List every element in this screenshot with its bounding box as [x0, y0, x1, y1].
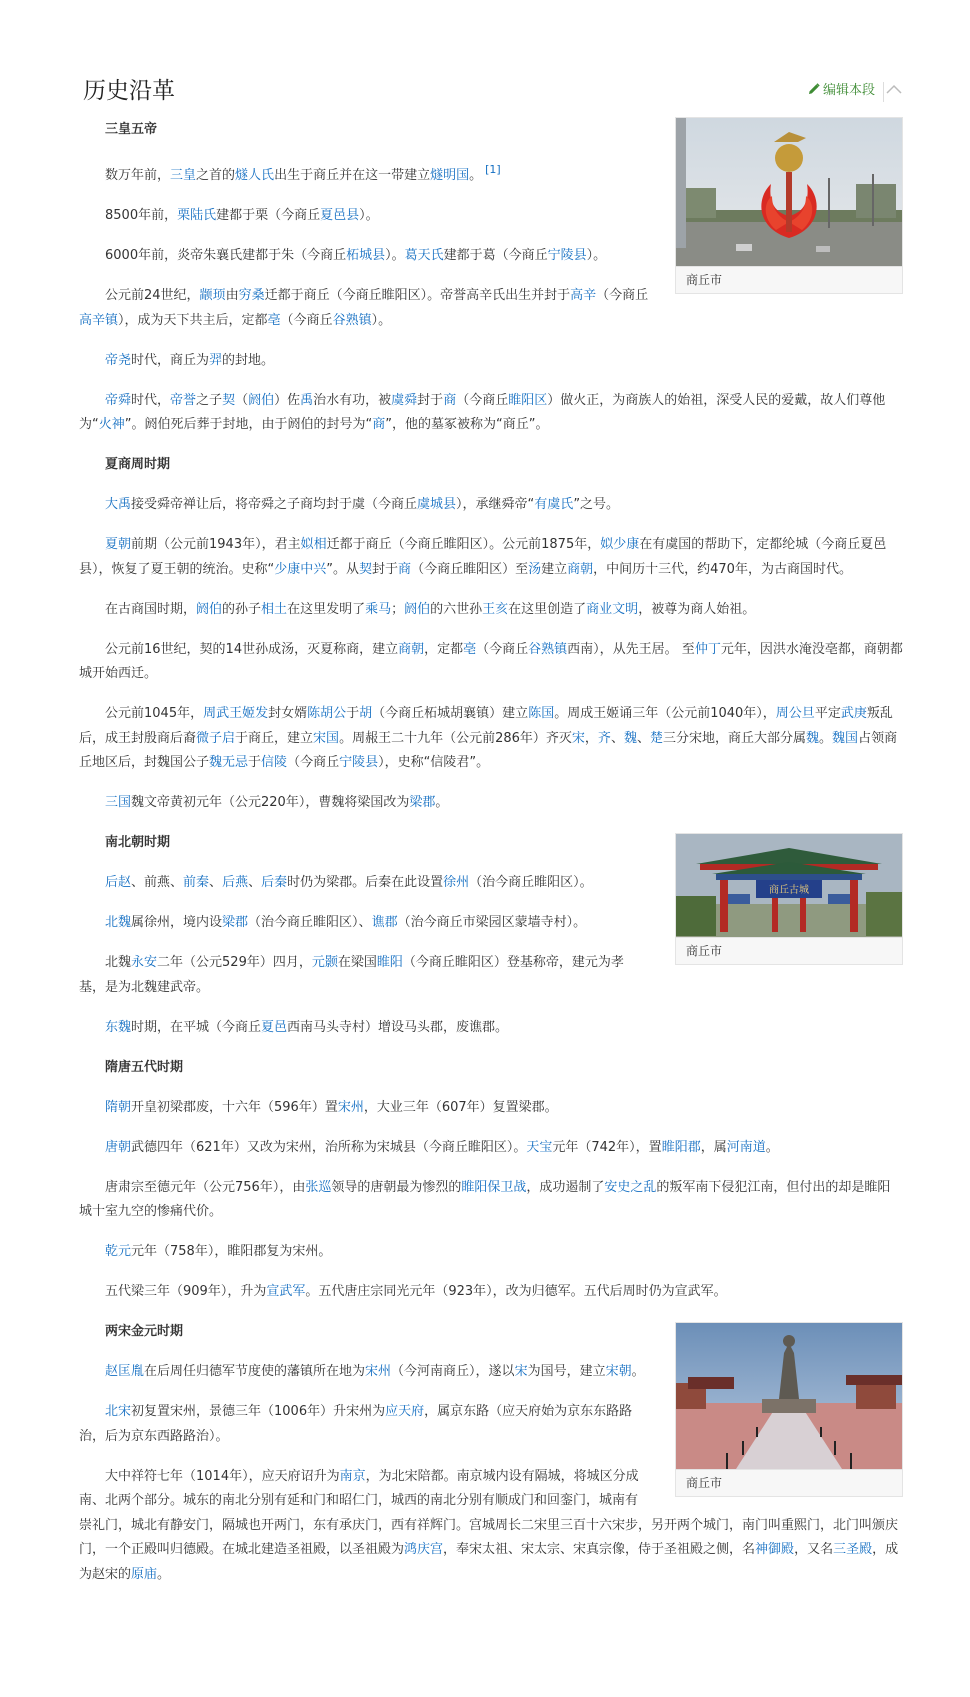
paragraph-text: 元年（742年），置 — [552, 1139, 662, 1155]
term-link[interactable]: 商朝 — [567, 561, 594, 577]
term-link[interactable]: 微子启 — [196, 730, 236, 746]
term-link[interactable]: 帝誉 — [170, 392, 197, 408]
term-link[interactable]: 夏邑 — [261, 1019, 288, 1035]
paragraph-text: 于商丘，建立 — [235, 730, 314, 746]
term-link[interactable]: 亳 — [463, 641, 477, 657]
paragraph — [79, 638, 903, 687]
figure-caption: 商丘市 — [676, 1469, 902, 1496]
term-link[interactable]: 北宋 — [105, 1404, 132, 1419]
term-link[interactable]: 三圣殿 — [833, 1542, 873, 1557]
paragraph-text: ； — [391, 601, 405, 617]
paragraph-text: ）。 — [586, 248, 607, 263]
term-link[interactable]: 徐州 — [443, 875, 470, 890]
term-link[interactable]: 夏朝 — [105, 537, 132, 552]
paragraph-text: 的六世孙 — [430, 601, 483, 617]
term-link[interactable]: 商 — [443, 392, 457, 408]
paragraph-text: 封于 — [417, 392, 444, 408]
paragraph-text: 在梁国 — [337, 955, 377, 970]
paragraph — [79, 533, 903, 582]
paragraph-text: 封于 — [372, 561, 399, 577]
term-link[interactable]: 信陵 — [261, 755, 288, 770]
term-link[interactable]: 虞舜 — [391, 392, 418, 408]
term-link[interactable]: 亳 — [267, 312, 281, 328]
paragraph-text: 大中祥符七年（1014年），应天府诏升为 — [105, 1468, 340, 1484]
paragraph — [79, 1096, 903, 1121]
paragraph-text: ），成为天下共主后，定都 — [118, 312, 268, 328]
term-link[interactable]: 乘马 — [365, 601, 392, 617]
paragraph-text: 前期（公元前1943年），君主 — [131, 537, 301, 552]
term-link[interactable]: 商业文明 — [586, 601, 639, 617]
paragraph-text: （今商丘 — [456, 392, 509, 408]
term-link[interactable]: 商朝 — [398, 641, 425, 657]
term-link[interactable]: 天宝 — [526, 1139, 553, 1155]
paragraph-text: 。 — [631, 1364, 645, 1379]
paragraph-text: 。周赧王二十九年（公元前286年）齐灭 — [339, 730, 572, 746]
term-link[interactable]: 宋 — [571, 730, 585, 746]
paragraph-text: （治今商丘睢阳区）、 — [248, 915, 372, 930]
term-link[interactable]: 谯郡 — [371, 915, 398, 930]
paragraph-text: ，定都 — [424, 641, 464, 657]
paragraph — [79, 349, 903, 374]
paragraph-text: 公元前24世纪， — [105, 288, 200, 303]
paragraph-text: 。 — [435, 795, 449, 810]
paragraph-text: 属徐州，境内设 — [131, 915, 223, 930]
paragraph — [79, 1016, 903, 1041]
term-link[interactable]: 宁陵县 — [339, 755, 379, 770]
term-link[interactable]: 阏伯 — [196, 601, 223, 617]
figure-image[interactable] — [676, 1323, 902, 1469]
paragraph-text: ，为北宋陪都。南京城内设有隔城，将城区分成南、北两个部分。城东的南北分别有延和门和昭仁门，城西的南北分别有顺成门和回銮门，城南有崇礼门，城北有静安门，隔城也开两门，东有承庆门，西有祥辉门。宫城周长二宋里三百十六宋步，另开两个城门，南门叫重熙门，北门叫颁庆门，一个正殿叫归德殿。在城北建造圣祖殿，以圣祖殿为 — [79, 1468, 899, 1557]
paragraph-text: 占领商丘地区后，封魏国公子 — [79, 730, 898, 770]
term-link[interactable]: 周武王姬发 — [203, 706, 269, 721]
term-link[interactable]: 帝舜 — [105, 392, 132, 408]
figure-1[interactable] — [675, 117, 903, 294]
paragraph-text: 的封地。 — [222, 352, 275, 368]
paragraph-text: 。 — [157, 1566, 171, 1582]
term-link[interactable]: 商 — [398, 561, 412, 577]
paragraph-text: 元年，因洪水淹没亳都，商朝都城开始西迁。 — [79, 641, 903, 681]
paragraph-text: ”，他的墓冢被称为“商丘”。 — [385, 417, 549, 432]
term-link[interactable]: 夏邑县 — [320, 208, 360, 223]
term-link[interactable]: 睢阳郡 — [661, 1139, 701, 1155]
term-link[interactable]: 魏国 — [832, 730, 859, 746]
term-link[interactable]: 魏 — [623, 730, 637, 746]
paragraph-text: （今商丘 — [476, 641, 529, 657]
paragraph-text: 魏文帝黄初元年（公元220年），曹魏将梁国改为 — [131, 795, 410, 810]
paragraph-text: 北魏 — [105, 955, 132, 970]
paragraph-text: 封女婿 — [268, 706, 308, 721]
pencil-icon — [808, 83, 820, 95]
paragraph-text: ，成功遏制了 — [526, 1179, 605, 1195]
figure-caption: 商丘市 — [676, 266, 902, 293]
term-link[interactable]: 三国 — [105, 795, 132, 810]
term-link[interactable]: 相土 — [261, 601, 288, 617]
paragraph-text: ）。 — [371, 312, 392, 328]
term-link[interactable]: 谷熟镇 — [332, 312, 372, 328]
paragraph-text: ，成为赵宋的 — [79, 1542, 899, 1582]
term-link[interactable]: 张巡 — [305, 1179, 332, 1195]
paragraph-text: （治今商丘市梁园区蒙墙寺村）。 — [397, 915, 587, 930]
term-link[interactable]: 隋朝 — [105, 1099, 132, 1115]
term-link[interactable]: 魏 — [806, 730, 820, 746]
paragraph-text: 公元前1045年， — [105, 706, 204, 721]
paragraph-text: ）。 — [385, 248, 405, 263]
paragraph-text: 平定 — [814, 706, 841, 721]
paragraph-text: 8500年前， — [105, 208, 178, 223]
paragraph-text: 为国号，建立 — [527, 1364, 606, 1379]
paragraph-text: ，属京东路（应天府始为京东东路路治，后为京东西路路治）。 — [79, 1404, 633, 1444]
figure-image[interactable] — [676, 834, 902, 937]
paragraph-text: 在古商国时期， — [105, 601, 197, 617]
edit-section-button[interactable] — [808, 82, 875, 100]
term-link[interactable]: 陈胡公 — [307, 706, 347, 721]
term-link[interactable]: 帝尧 — [105, 352, 132, 368]
term-link[interactable]: 穷桑 — [238, 288, 265, 303]
paragraph-text: 迁都于商丘（今商丘睢阳区）。公元前1875年， — [326, 537, 601, 552]
gate-sign-text: 商丘古城 — [769, 885, 809, 896]
term-link[interactable]: 梁郡 — [409, 795, 436, 810]
term-link[interactable]: 胡 — [359, 706, 373, 721]
term-link[interactable]: 梁郡 — [222, 915, 249, 930]
paragraph-text: 建都于栗（今商丘 — [216, 208, 321, 223]
term-link[interactable]: 王亥 — [482, 601, 509, 617]
term-link[interactable]: 燧明国 — [430, 168, 470, 183]
term-link[interactable]: 禹 — [300, 392, 314, 408]
paragraph-text: 迁都于商丘（今商丘睢阳区）。帝誉高辛氏出生并封于 — [264, 288, 571, 303]
term-link[interactable]: 后秦 — [261, 875, 288, 890]
paragraph-text: ，大业三年（607年）复置梁郡。 — [363, 1099, 558, 1115]
paragraph — [79, 1240, 903, 1265]
subsection-heading: 三皇五帝 — [105, 122, 158, 137]
paragraph-text: 五代梁三年（909年），升为 — [105, 1284, 267, 1299]
term-link[interactable]: 少康中兴 — [274, 561, 327, 577]
paragraph-text: ，被尊为商人始祖。 — [638, 601, 756, 617]
paragraph — [79, 791, 903, 816]
term-link[interactable]: 羿 — [209, 352, 223, 368]
paragraph-text: 。周成王姬诵三年（公元前1040年）， — [554, 706, 776, 721]
paragraph-text: 于 — [248, 755, 262, 770]
paragraph-text: （治今商丘睢阳区）。 — [469, 875, 593, 890]
term-link[interactable]: 仲丁 — [694, 641, 721, 657]
subsection-heading: 两宋金元时期 — [105, 1324, 184, 1339]
term-link[interactable]: 齐 — [597, 730, 611, 746]
term-link[interactable]: 睢阳区 — [508, 392, 548, 408]
term-link[interactable]: 周公旦 — [775, 706, 815, 721]
paragraph-text: 三分宋地，商丘大部分属 — [663, 730, 807, 746]
term-link[interactable]: 虞城县 — [417, 497, 457, 512]
term-link[interactable]: 南京 — [339, 1468, 366, 1484]
term-link[interactable]: 前秦 — [183, 875, 210, 890]
paragraph-text: ，属 — [700, 1139, 727, 1155]
paragraph-text: ，又名 — [794, 1542, 834, 1557]
term-link[interactable]: 契 — [222, 392, 236, 408]
subsection-heading: 隋唐五代时期 — [105, 1059, 184, 1075]
paragraph-text: 在后周任归德军节度使的藩镇所在地为 — [144, 1364, 366, 1379]
term-link[interactable]: 后燕 — [222, 875, 249, 890]
term-link[interactable]: 宋 — [514, 1364, 528, 1379]
paragraph-text: （今商丘 — [280, 312, 333, 328]
paragraph-text: （今商丘睢阳区）登基称帝，建元为孝基，是为北魏建武帝。 — [79, 955, 624, 995]
chevron-up-icon[interactable] — [885, 81, 903, 99]
term-link[interactable]: 宋州 — [337, 1099, 364, 1115]
term-link[interactable]: 河南道 — [726, 1139, 766, 1155]
paragraph-text: 接受舜帝禅让后，将帝舜之子商均封于虞（今商丘 — [131, 497, 418, 512]
paragraph-text: 于 — [346, 706, 360, 721]
paragraph-text: 6000年前，炎帝朱襄氏建都于朱（今商丘 — [105, 248, 347, 263]
paragraph-text: 初复置宋州，景德三年（1006年）升宋州为 — [131, 1404, 386, 1419]
paragraph-text: 武德四年（621年）又改为宋州，治所称为宋城县（今商丘睢阳区）。 — [131, 1139, 527, 1155]
paragraph-text: 、 — [209, 875, 223, 890]
subsection-heading: 南北朝时期 — [105, 835, 171, 850]
figure-caption: 商丘市 — [676, 937, 902, 964]
term-link[interactable]: 高辛镇 — [79, 312, 119, 328]
paragraph-text: ）做火正，为商族人的始祖，深受人民的爱戴，故人们尊他为“ — [79, 392, 886, 432]
paragraph-text: 的孙子 — [222, 601, 262, 617]
term-link[interactable]: 姒少康 — [600, 537, 640, 552]
paragraph-text: 建都于葛（今商丘 — [443, 248, 548, 263]
term-link[interactable]: 安史之乱 — [604, 1179, 657, 1195]
paragraph-text: ），承继舜帝“ — [456, 497, 535, 512]
term-link[interactable]: 楚 — [649, 730, 663, 746]
paragraph-text: （今河南商丘），遂以 — [391, 1364, 515, 1379]
term-link[interactable]: 阏伯 — [248, 392, 275, 408]
paragraph-text: 。 — [469, 168, 483, 183]
term-link[interactable]: 宁陵县 — [547, 248, 587, 263]
term-link[interactable]: 颛顼 — [199, 288, 226, 303]
term-link[interactable]: 魏无忌 — [209, 755, 249, 770]
paragraph-text: 出生于商丘并在这一带建立 — [274, 168, 431, 183]
figure-3[interactable] — [675, 1322, 903, 1497]
header-divider — [883, 82, 884, 102]
term-link[interactable]: 东魏 — [105, 1019, 132, 1035]
paragraph-text: （ — [235, 392, 249, 408]
term-link[interactable]: 柘城县 — [346, 248, 386, 263]
paragraph-text: 、 — [636, 730, 650, 746]
paragraph-text: 之子 — [196, 392, 223, 408]
term-link[interactable]: 元颢 — [311, 955, 338, 970]
paragraph-text: 。 — [819, 730, 833, 746]
article-content — [79, 118, 903, 1603]
paragraph-text: 建立 — [541, 561, 568, 577]
term-link[interactable]: 宋州 — [365, 1364, 392, 1379]
paragraph-text: 的叛军南下侵犯江南，但付出的却是睢阳城十室九空的惨痛代价。 — [79, 1179, 891, 1219]
term-link[interactable]: 葛天氏 — [404, 248, 444, 263]
paragraph-text: 领导的唐朝最为惨烈的 — [331, 1179, 462, 1195]
term-link[interactable]: 睢阳保卫战 — [461, 1179, 527, 1195]
paragraph-text: 治水有功，被 — [313, 392, 392, 408]
paragraph-text: 公元前16世纪，契的14世孙成汤，灭夏称商，建立 — [105, 641, 399, 657]
paragraph-text: 西南），从先王居。 至 — [567, 641, 695, 657]
paragraph-text: ）佐 — [274, 392, 301, 408]
paragraph-text: 、 — [610, 730, 624, 746]
term-link[interactable]: 乾元 — [105, 1244, 132, 1259]
paragraph-text: 时代， — [131, 392, 171, 408]
paragraph-text: 在有虞国的帮助下，定都纶城（今商丘夏邑县），恢复了夏王朝的统治。史称“ — [79, 537, 887, 577]
term-link[interactable]: 汤 — [528, 561, 542, 577]
term-link[interactable]: 北魏 — [105, 915, 132, 930]
term-link[interactable]: 栗陆氏 — [177, 208, 217, 223]
paragraph-text: 之首的 — [196, 168, 236, 183]
term-link[interactable]: 姒相 — [300, 537, 327, 552]
paragraph-text: ， — [584, 730, 598, 746]
paragraph-text: ），史称“信陵君”。 — [378, 755, 490, 770]
term-link[interactable]: 原庙 — [131, 1566, 158, 1582]
term-link[interactable]: 三皇 — [170, 168, 197, 183]
paragraph — [79, 702, 903, 776]
paragraph-text: （今商丘睢阳区）至 — [411, 561, 529, 577]
term-link[interactable]: 陈国 — [528, 706, 555, 721]
paragraph-text: 。 — [765, 1139, 779, 1155]
term-link[interactable]: 火神 — [98, 417, 125, 432]
term-link[interactable]: 唐朝 — [105, 1139, 132, 1155]
subsection-heading: 夏商周时期 — [105, 457, 171, 472]
term-link[interactable]: 宣武军 — [266, 1284, 306, 1299]
term-link[interactable]: 契 — [359, 561, 373, 577]
term-link[interactable]: 神御殿 — [755, 1542, 795, 1557]
paragraph-text: 时期，在平城（今商丘 — [131, 1019, 262, 1035]
paragraph — [79, 493, 903, 518]
term-link[interactable]: 宋朝 — [605, 1364, 632, 1379]
paragraph-text: 数万年前， — [105, 168, 171, 183]
term-link[interactable]: 后赵 — [105, 875, 132, 890]
paragraph-text: 、 — [248, 875, 262, 890]
paragraph — [79, 1176, 903, 1225]
paragraph-text: 。五代唐庄宗同光元年（923年），改为归德军。五代后周时仍为宣武军。 — [305, 1284, 727, 1299]
paragraph-text: 开皇初梁郡废，十六年（596年）置 — [131, 1099, 338, 1115]
paragraph — [79, 1280, 903, 1305]
paragraph-text: （今商丘 — [287, 755, 340, 770]
citation-link[interactable]: [1] — [485, 163, 501, 176]
paragraph-text: 唐肃宗至德元年（公元756年），由 — [105, 1179, 306, 1195]
paragraph — [79, 1136, 903, 1161]
paragraph-text: 元年（758年），睢阳郡复为宋州。 — [131, 1244, 332, 1259]
term-link[interactable]: 燧人氏 — [235, 168, 275, 183]
paragraph-text: 二年（公元529年）四月， — [157, 955, 312, 970]
paragraph-text: ”。阏伯死后葬于封地，由于阏伯的封号为“ — [124, 417, 373, 432]
paragraph-text: ）。 — [359, 208, 379, 223]
section-header — [83, 74, 903, 110]
paragraph-text: （今商丘柘城胡襄镇）建立 — [372, 706, 529, 721]
figure-image[interactable] — [676, 118, 902, 266]
edit-section-label: 编辑本段 — [822, 83, 875, 98]
term-link[interactable]: 应天府 — [385, 1404, 425, 1419]
term-link[interactable]: 商 — [372, 417, 386, 432]
term-link[interactable]: 永安 — [131, 955, 158, 970]
term-link[interactable]: 有虞氏 — [534, 497, 574, 512]
paragraph-text: 时代，商丘为 — [131, 352, 210, 368]
paragraph-text: ”。从 — [326, 561, 360, 577]
term-link[interactable]: 高辛 — [570, 288, 597, 303]
paragraph-text: 在这里创造了 — [508, 601, 587, 617]
term-link[interactable]: 阏伯 — [404, 601, 431, 617]
term-link[interactable]: 鸿庆宫 — [404, 1542, 444, 1557]
paragraph — [79, 598, 903, 623]
term-link[interactable]: 赵匡胤 — [105, 1364, 145, 1379]
paragraph-text: ，奉宋太祖、宋太宗、宋真宗像，侍于圣祖殿之侧，名 — [443, 1542, 756, 1557]
paragraph-text: ”之号。 — [573, 497, 620, 512]
term-link[interactable]: 睢阳 — [376, 955, 403, 970]
paragraph-text: 、前燕、 — [131, 875, 184, 890]
paragraph-text: 由 — [225, 288, 239, 303]
paragraph-text: （今商丘 — [596, 288, 649, 303]
term-link[interactable]: 大禹 — [105, 497, 132, 512]
figure-2[interactable] — [675, 833, 903, 965]
paragraph-text: 西南马头寺村）增设马头郡，废谯郡。 — [287, 1019, 509, 1035]
term-link[interactable]: 武庚 — [840, 706, 867, 721]
paragraph-text: 在这里发明了 — [287, 601, 366, 617]
paragraph-text: 叛乱后，成王封殷商后裔 — [79, 706, 893, 746]
paragraph-text: 时仍为梁郡。后秦在此设置 — [287, 875, 444, 890]
paragraph — [79, 389, 903, 438]
term-link[interactable]: 谷熟镇 — [528, 641, 568, 657]
section-title: 历史沿革 — [83, 78, 175, 104]
term-link[interactable]: 宋国 — [313, 730, 340, 746]
paragraph-text: ，中间历十三代，约470年，为古商国时代。 — [593, 561, 852, 577]
